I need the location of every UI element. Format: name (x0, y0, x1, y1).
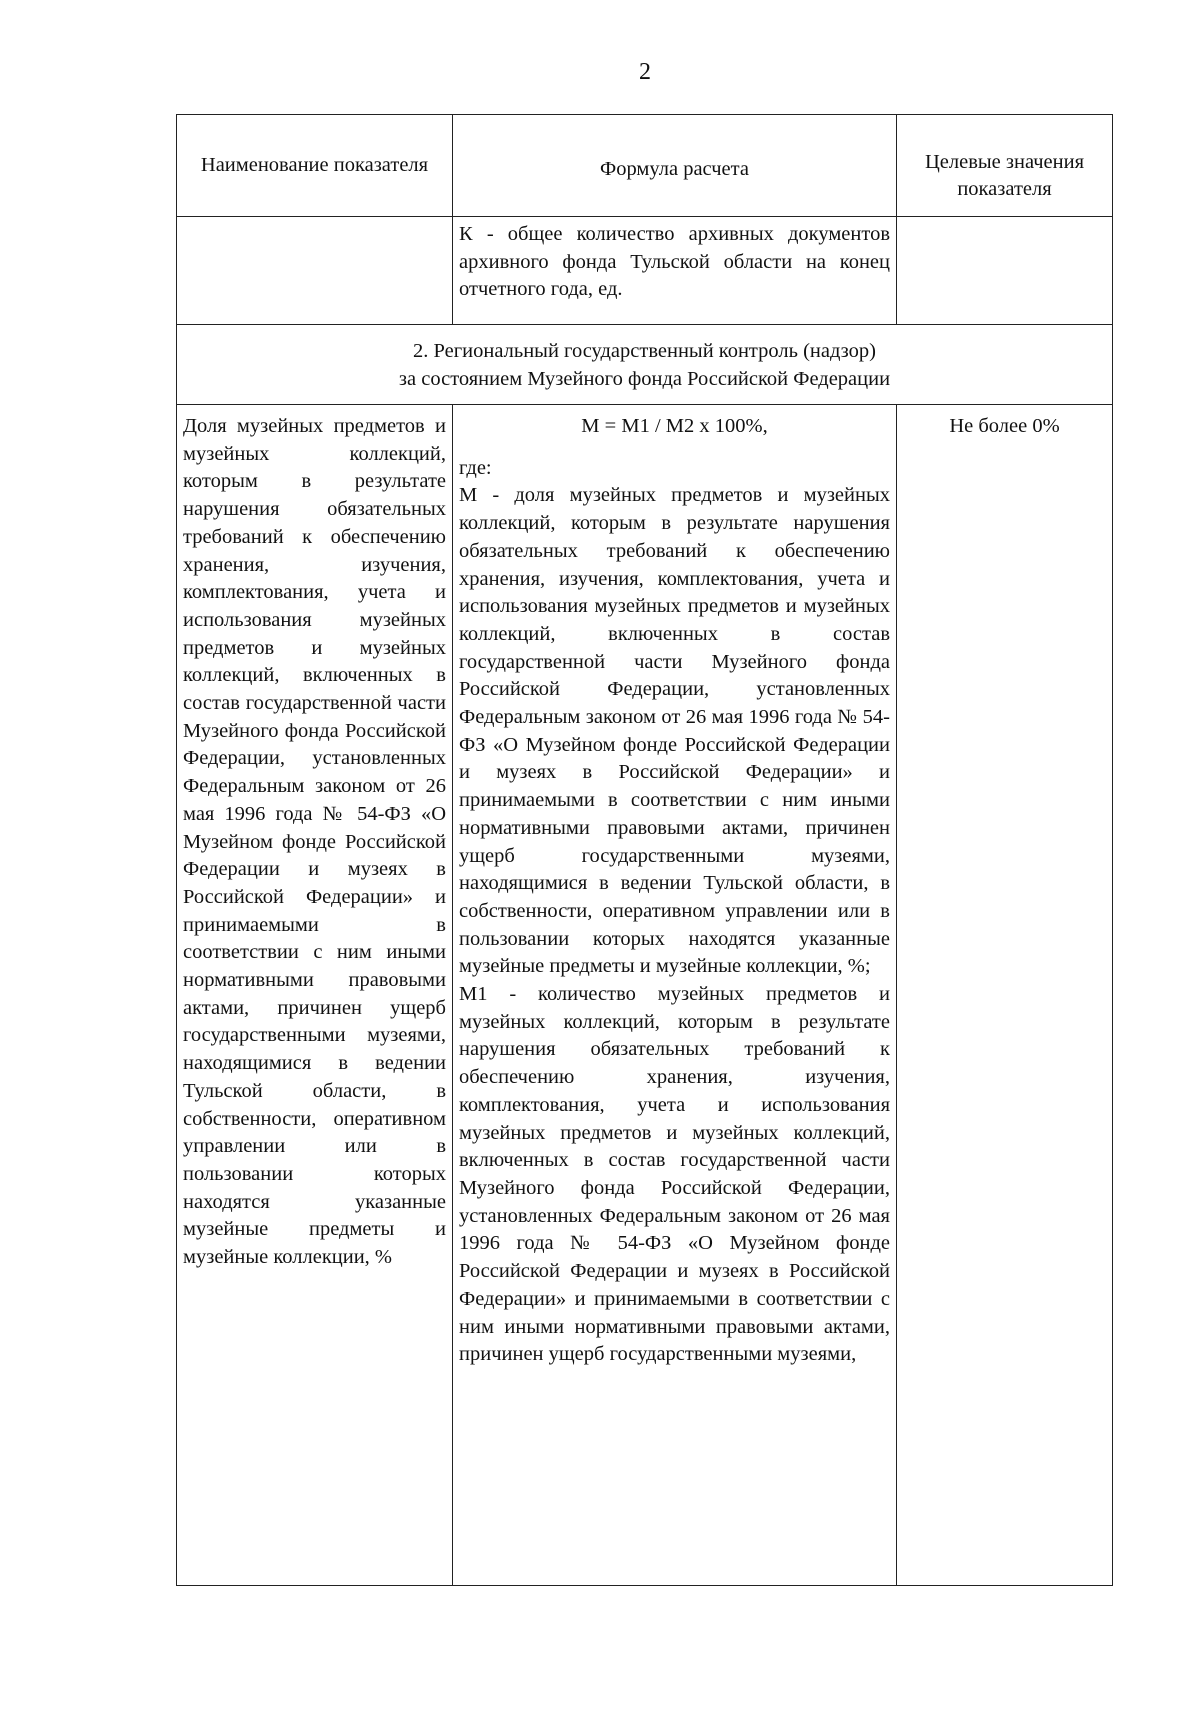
indicator-name-cell: Доля музейных предметов и музейных коллекций, которым в результате нарушения обязательных требований к обеспечению хранения, изучения, комплектования, учета и использования музейных предметов и музейных коллекций, включенных в состав государственной части Музейного фонда Российской Федерации, установленных Федеральным законом от 26 мая 1996 года № 54-ФЗ «О Музейном фонде Российской Федерации и музеях в Российской Федерации» и принимаемыми в соответствии с ним иными нормативными правовыми актами, причинен ущерб государственными музеями, находящимися в ведении Тульской области, в собственности, оперативном управлении или в пользовании которых находятся указанные музейные предметы и музейные коллекции, % (177, 405, 453, 1586)
section-heading-line2: за состоянием Музейного фонда Российской Федерации (398, 367, 891, 390)
empty-name-cell (177, 217, 453, 325)
header-target: Целевые значения показателя (897, 115, 1113, 217)
section-heading (177, 325, 1113, 405)
section-heading-line1: 2. Региональный государственный контроль (надзор) (413, 339, 876, 362)
table-header-row (177, 115, 1113, 217)
formula-where: где: (459, 456, 492, 479)
table-row (177, 217, 1113, 325)
formula-definition-m: М - доля музейных предметов и музейных коллекций, которым в результате нарушения обязательных требований к обеспечению хранения, изучения, комплектования, учета и использования музейных предметов и музейных коллекций, включенных в состав государственной части Музейного фонда Российской Федерации, установленных Федеральным законом от 26 мая 1996 года № 54-ФЗ «О Музейном фонде Российской Федерации и музеях в Российской Федерации» и принимаемыми в соответствии с ним иными нормативными правовыми актами, причинен ущерб государственными музеями, находящимися в ведении Тульской области, в собственности, оперативном управлении или в пользовании которых находятся указанные музейные предметы и музейные коллекции, %; (459, 484, 890, 978)
page-number: 2 (639, 59, 651, 85)
empty-target-cell (897, 217, 1113, 325)
header-formula: Формула расчета (453, 115, 897, 217)
header-name: Наименование показателя (177, 115, 453, 217)
indicator-target-cell: Не более 0% (897, 405, 1113, 1586)
indicator-formula-cell (453, 405, 897, 1586)
formula-expression: М = М1 / М2 х 100%, (581, 415, 768, 437)
formula-cell: К - общее количество архивных документов архивного фонда Тульской области на конец отчетного года, ед. (453, 217, 897, 325)
section-row (177, 325, 1113, 405)
table-row (177, 405, 1113, 1586)
indicators-table (176, 114, 1113, 1586)
formula-definition-m1: М1 - количество музейных предметов и музейных коллекций, которым в результате нарушения обязательных требований к обеспечению хранения, изучения, комплектования, учета и использования музейных предметов и музейных коллекций, включенных в состав государственной части Музейного фонда Российской Федерации, установленных Федеральным законом от 26 мая 1996 года № 54-ФЗ «О Музейном фонде Российской Федерации и музеях в Российской Федерации» и принимаемыми в соответствии с ним иными нормативными правовыми актами, причинен ущерб государственными музеями, (459, 983, 890, 1366)
